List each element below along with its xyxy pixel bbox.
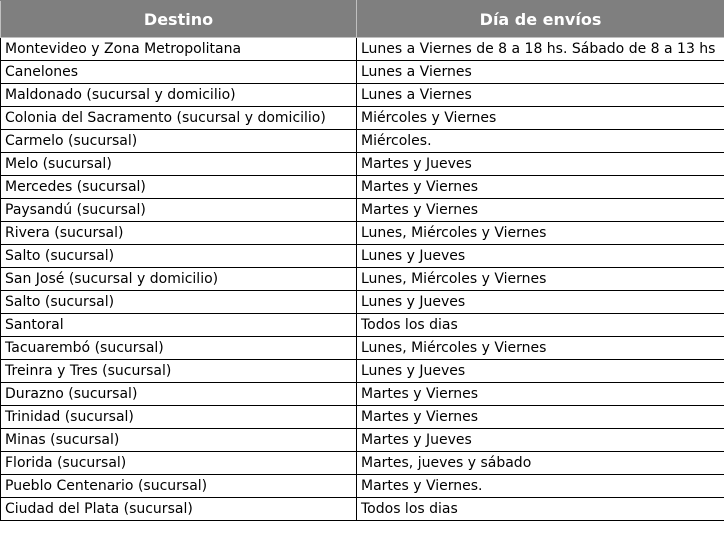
destination-cell: Trinidad (sucursal) (1, 406, 357, 429)
shipping-days-cell: Lunes a Viernes (357, 61, 724, 84)
table-row (1, 130, 724, 153)
destination-cell: Salto (sucursal) (1, 291, 357, 314)
destination-cell: Florida (sucursal) (1, 452, 357, 475)
table-row (1, 199, 724, 222)
shipping-days-cell: Lunes y Jueves (357, 245, 724, 268)
destination-cell: Salto (sucursal) (1, 245, 357, 268)
destination-cell: Montevideo y Zona Metropolitana (1, 38, 357, 61)
shipping-days-cell: Todos los dias (357, 314, 724, 337)
destination-cell: Paysandú (sucursal) (1, 199, 357, 222)
shipping-days-cell: Martes y Viernes. (357, 475, 724, 498)
destination-cell: Treinra y Tres (sucursal) (1, 360, 357, 383)
table-row (1, 291, 724, 314)
shipping-days-cell: Miércoles. (357, 130, 724, 153)
shipping-days-cell: Lunes, Miércoles y Viernes (357, 337, 724, 360)
shipping-days-cell: Martes y Viernes (357, 406, 724, 429)
table-row (1, 245, 724, 268)
table-row (1, 406, 724, 429)
table-row (1, 383, 724, 406)
destination-cell: Canelones (1, 61, 357, 84)
destination-cell: Durazno (sucursal) (1, 383, 357, 406)
destination-cell: Colonia del Sacramento (sucursal y domicilio) (1, 107, 357, 130)
header-destino: Destino (1, 1, 357, 38)
table-row (1, 429, 724, 452)
shipping-days-cell: Lunes y Jueves (357, 360, 724, 383)
table-row (1, 475, 724, 498)
shipping-days-cell: Lunes y Jueves (357, 291, 724, 314)
destination-cell: Melo (sucursal) (1, 153, 357, 176)
header-row (1, 1, 724, 38)
destination-cell: Pueblo Centenario (sucursal) (1, 475, 357, 498)
table-row (1, 153, 724, 176)
table-row (1, 61, 724, 84)
destination-cell: Tacuarembó (sucursal) (1, 337, 357, 360)
destination-cell: Mercedes (sucursal) (1, 176, 357, 199)
shipping-days-cell: Lunes, Miércoles y Viernes (357, 222, 724, 245)
header-dia-de-envios: Día de envíos (357, 1, 724, 38)
shipping-days-cell: Martes, jueves y sábado (357, 452, 724, 475)
table-row (1, 268, 724, 291)
table-row (1, 314, 724, 337)
destination-cell: San José (sucursal y domicilio) (1, 268, 357, 291)
shipping-days-cell: Martes y Viernes (357, 176, 724, 199)
shipping-days-cell: Martes y Viernes (357, 383, 724, 406)
destination-cell: Minas (sucursal) (1, 429, 357, 452)
table-body (1, 38, 724, 521)
shipping-days-cell: Martes y Jueves (357, 153, 724, 176)
table-row (1, 84, 724, 107)
shipping-days-cell: Martes y Jueves (357, 429, 724, 452)
destination-cell: Ciudad del Plata (sucursal) (1, 498, 357, 521)
destination-cell: Rivera (sucursal) (1, 222, 357, 245)
shipping-days-cell: Martes y Viernes (357, 199, 724, 222)
table-row (1, 498, 724, 521)
destination-cell: Maldonado (sucursal y domicilio) (1, 84, 357, 107)
shipping-days-cell: Lunes a Viernes (357, 84, 724, 107)
shipping-days-cell: Lunes, Miércoles y Viernes (357, 268, 724, 291)
table-row (1, 337, 724, 360)
shipping-days-cell: Miércoles y Viernes (357, 107, 724, 130)
table-row (1, 222, 724, 245)
table-row (1, 38, 724, 61)
table-row (1, 176, 724, 199)
table-row (1, 360, 724, 383)
table-row (1, 107, 724, 130)
table-header (1, 1, 724, 38)
shipping-days-cell: Todos los dias (357, 498, 724, 521)
destination-cell: Santoral (1, 314, 357, 337)
destination-cell: Carmelo (sucursal) (1, 130, 357, 153)
shipping-days-cell: Lunes a Viernes de 8 a 18 hs. Sábado de 8 a 13 hs (357, 38, 724, 61)
table-row (1, 452, 724, 475)
